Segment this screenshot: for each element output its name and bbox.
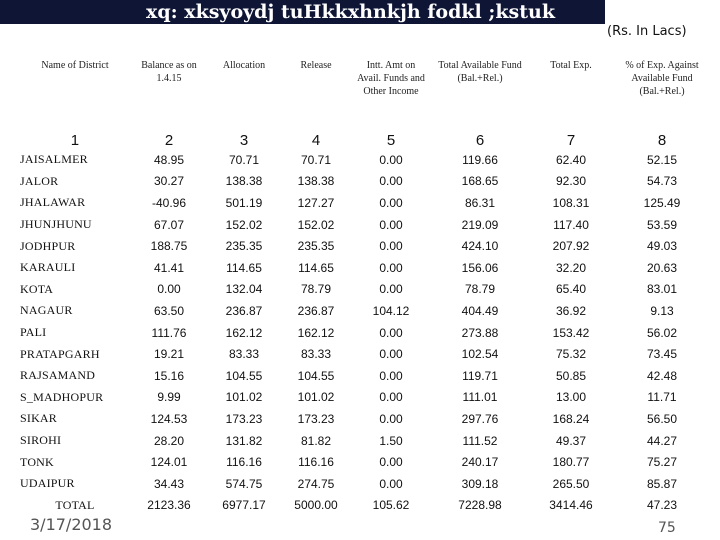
table-row xyxy=(20,214,712,236)
table-cell: 108.31 xyxy=(552,195,590,210)
column-header: Allocation xyxy=(222,60,266,71)
table-cell: 7228.98 xyxy=(458,498,502,513)
table-cell: 0.00 xyxy=(379,174,403,189)
column-header: Total Available Fund (Bal.+Rel.) xyxy=(438,60,522,84)
table-cell: 173.23 xyxy=(225,411,263,426)
table-cell: 0.00 xyxy=(379,239,403,254)
table-cell: 83.33 xyxy=(300,347,332,362)
table-cell: 67.07 xyxy=(153,217,185,232)
table-cell: 102.54 xyxy=(461,347,499,362)
table-cell: 138.38 xyxy=(225,174,263,189)
table-cell: 236.87 xyxy=(297,303,335,318)
table-cell: 41.41 xyxy=(153,260,185,275)
table-cell: 53.59 xyxy=(646,217,678,232)
table-row xyxy=(20,300,712,322)
column-index: 5 xyxy=(386,132,396,149)
table-cell: 111.52 xyxy=(462,433,498,448)
table-cell: 20.63 xyxy=(646,260,678,275)
table-cell: 3414.46 xyxy=(549,498,593,513)
table-cell: 111.01 xyxy=(462,390,498,405)
table-cell: 0.00 xyxy=(379,411,403,426)
slide-title: xq: xksyoydj tuHkkxhnkjh fodkl ;kstuk xyxy=(146,1,556,23)
table-row xyxy=(20,192,712,214)
table-cell: 207.92 xyxy=(552,239,590,254)
table-row xyxy=(20,387,712,409)
column-index: 8 xyxy=(657,132,667,149)
table-cell: 56.02 xyxy=(646,325,678,340)
table-cell: 180.77 xyxy=(552,455,590,470)
table-cell: 235.35 xyxy=(297,239,335,254)
table-cell: 36.92 xyxy=(555,303,587,318)
table-cell: 0.00 xyxy=(379,260,403,275)
column-header: Release xyxy=(300,60,332,71)
table-cell: 127.27 xyxy=(297,195,335,210)
table-cell: 105.62 xyxy=(372,498,410,513)
table-cell: 0.00 xyxy=(379,368,403,383)
column-index: 3 xyxy=(239,132,249,149)
table-cell: 83.33 xyxy=(228,347,260,362)
table-cell: 152.02 xyxy=(225,217,263,232)
table-row xyxy=(20,451,712,473)
table-cell: 219.09 xyxy=(461,217,499,232)
table-cell: 70.71 xyxy=(300,152,332,167)
table-row xyxy=(20,430,712,452)
table-row xyxy=(20,149,712,171)
table-cell: 117.40 xyxy=(553,217,589,232)
district-name: PRATAPGARH xyxy=(20,346,100,361)
table-cell: 168.65 xyxy=(461,174,499,189)
table-cell: 1.50 xyxy=(379,433,403,448)
table-row xyxy=(20,343,712,365)
header-row xyxy=(20,52,712,127)
table-cell: 309.18 xyxy=(461,476,499,491)
table-cell: 30.27 xyxy=(153,174,185,189)
table-row xyxy=(20,365,712,387)
table-cell: 9.99 xyxy=(157,390,181,405)
table-cell: 6977.17 xyxy=(222,498,266,513)
column-header: Name of District xyxy=(41,60,109,71)
column-index: 7 xyxy=(566,132,576,149)
table-cell: 78.79 xyxy=(464,282,496,297)
table-cell: 236.87 xyxy=(225,303,263,318)
column-header: Intt. Amt on Avail. Funds and Other Income xyxy=(357,60,425,97)
table-cell: 0.00 xyxy=(379,195,403,210)
table-cell: 124.53 xyxy=(150,411,188,426)
column-index: 4 xyxy=(311,132,321,149)
table-cell: -40.96 xyxy=(151,195,187,210)
district-name: JODHPUR xyxy=(20,238,76,253)
table-cell: 273.88 xyxy=(461,325,499,340)
table-cell: 116.16 xyxy=(226,455,262,470)
table-cell: 9.13 xyxy=(650,303,674,318)
table-row xyxy=(20,171,712,193)
table-cell: 265.50 xyxy=(552,476,590,491)
column-header: Balance as on 1.4.15 xyxy=(141,60,197,84)
table-cell: 44.27 xyxy=(646,433,678,448)
district-name: KARAULI xyxy=(20,260,76,275)
table-cell: 56.50 xyxy=(646,411,678,426)
table-cell: 81.82 xyxy=(300,433,332,448)
table-row xyxy=(20,235,712,257)
table-cell: 0.00 xyxy=(379,455,403,470)
table-cell: 0.00 xyxy=(379,217,403,232)
district-name: SIROHI xyxy=(20,433,62,448)
table-cell: 85.87 xyxy=(646,476,678,491)
table-cell: 119.71 xyxy=(462,368,498,383)
table-cell: 111.76 xyxy=(151,325,187,340)
table-row xyxy=(20,473,712,495)
district-name: JALOR xyxy=(20,173,59,188)
table-cell: 70.71 xyxy=(228,152,260,167)
column-index: 2 xyxy=(164,132,174,149)
table-cell: 78.79 xyxy=(300,282,332,297)
district-fund-table xyxy=(20,52,712,516)
district-name: JHUNJHUNU xyxy=(20,217,92,232)
table-cell: 156.06 xyxy=(461,260,499,275)
table-cell: 131.82 xyxy=(225,433,263,448)
table-cell: 11.71 xyxy=(647,390,677,405)
table-cell: 138.38 xyxy=(297,174,335,189)
slide-date: 3/17/2018 xyxy=(30,515,113,534)
district-name: JHALAWAR xyxy=(20,195,86,210)
district-name: KOTA xyxy=(20,281,54,296)
district-name: NAGAUR xyxy=(20,303,73,318)
page-number: 75 xyxy=(658,520,676,536)
table-row xyxy=(20,279,712,301)
table-cell: 188.75 xyxy=(150,239,188,254)
table-cell: 50.85 xyxy=(555,368,587,383)
table-cell: 114.65 xyxy=(226,260,262,275)
table-cell: 0.00 xyxy=(157,282,181,297)
district-name: JAISALMER xyxy=(20,152,88,167)
table-row xyxy=(20,257,712,279)
table-cell: 0.00 xyxy=(379,282,403,297)
total-row xyxy=(20,495,712,517)
table-cell: 34.43 xyxy=(153,476,185,491)
table-cell: 424.10 xyxy=(461,239,499,254)
table-cell: 162.12 xyxy=(225,325,263,340)
table-cell: 15.16 xyxy=(153,368,185,383)
district-name: UDAIPUR xyxy=(20,476,75,491)
table-cell: 101.02 xyxy=(225,390,263,405)
table-cell: 13.00 xyxy=(555,390,587,405)
table-cell: 63.50 xyxy=(153,303,185,318)
table-cell: 173.23 xyxy=(297,411,335,426)
table-cell: 104.55 xyxy=(225,368,263,383)
table-cell: 119.66 xyxy=(462,152,498,167)
table-cell: 54.73 xyxy=(646,174,678,189)
table-cell: 83.01 xyxy=(646,282,678,297)
table-cell: 75.27 xyxy=(646,455,678,470)
table-cell: 62.40 xyxy=(555,152,587,167)
table-row xyxy=(20,322,712,344)
table-cell: 65.40 xyxy=(555,282,587,297)
table-cell: 104.55 xyxy=(297,368,335,383)
table-cell: 124.01 xyxy=(150,455,188,470)
table-cell: 162.12 xyxy=(297,325,335,340)
table-cell: 32.20 xyxy=(555,260,587,275)
table-cell: 404.49 xyxy=(461,303,499,318)
table-cell: 114.65 xyxy=(298,260,334,275)
table-cell: 75.32 xyxy=(555,347,587,362)
table-cell: 104.12 xyxy=(372,303,410,318)
district-name: SIKAR xyxy=(20,411,58,426)
table-cell: 49.03 xyxy=(646,239,678,254)
table-cell: 19.21 xyxy=(153,347,185,362)
table-cell: 240.17 xyxy=(461,455,499,470)
district-name: TOTAL xyxy=(55,497,95,512)
column-index: 6 xyxy=(475,132,485,149)
table-cell: 0.00 xyxy=(379,152,403,167)
table-cell: 5000.00 xyxy=(294,498,338,513)
table-cell: 73.45 xyxy=(646,347,678,362)
table-cell: 297.76 xyxy=(461,411,499,426)
unit-note: (Rs. In Lacs) xyxy=(607,24,687,39)
table-cell: 101.02 xyxy=(297,390,335,405)
table-row xyxy=(20,408,712,430)
table-cell: 48.95 xyxy=(153,152,185,167)
district-name: RAJSAMAND xyxy=(20,368,96,383)
district-name: TONK xyxy=(20,454,54,469)
table-cell: 0.00 xyxy=(379,390,403,405)
table-cell: 574.75 xyxy=(225,476,263,491)
table-cell: 0.00 xyxy=(379,476,403,491)
column-index: 1 xyxy=(70,132,80,149)
table-cell: 0.00 xyxy=(379,325,403,340)
column-header: % of Exp. Against Available Fund (Bal.+Rel.) xyxy=(625,60,699,97)
district-name: PALI xyxy=(20,325,47,340)
column-index-row xyxy=(20,127,712,149)
table-cell: 274.75 xyxy=(297,476,335,491)
table-cell: 47.23 xyxy=(646,498,678,513)
table-cell: 116.16 xyxy=(298,455,334,470)
table-cell: 0.00 xyxy=(379,347,403,362)
table-cell: 152.02 xyxy=(297,217,335,232)
table-cell: 235.35 xyxy=(225,239,263,254)
table-cell: 92.30 xyxy=(555,174,587,189)
table-cell: 49.37 xyxy=(555,433,587,448)
table-cell: 86.31 xyxy=(464,195,496,210)
table-cell: 28.20 xyxy=(153,433,185,448)
table-cell: 501.19 xyxy=(225,195,263,210)
table-cell: 168.24 xyxy=(552,411,590,426)
table-cell: 52.15 xyxy=(646,152,678,167)
table-cell: 132.04 xyxy=(225,282,263,297)
district-name: S_MADHOPUR xyxy=(20,389,104,404)
table-cell: 125.49 xyxy=(643,195,681,210)
title-bar xyxy=(0,0,605,24)
table-cell: 153.42 xyxy=(552,325,590,340)
table-cell: 2123.36 xyxy=(147,498,191,513)
column-header: Total Exp. xyxy=(550,60,592,71)
table-cell: 42.48 xyxy=(646,368,678,383)
